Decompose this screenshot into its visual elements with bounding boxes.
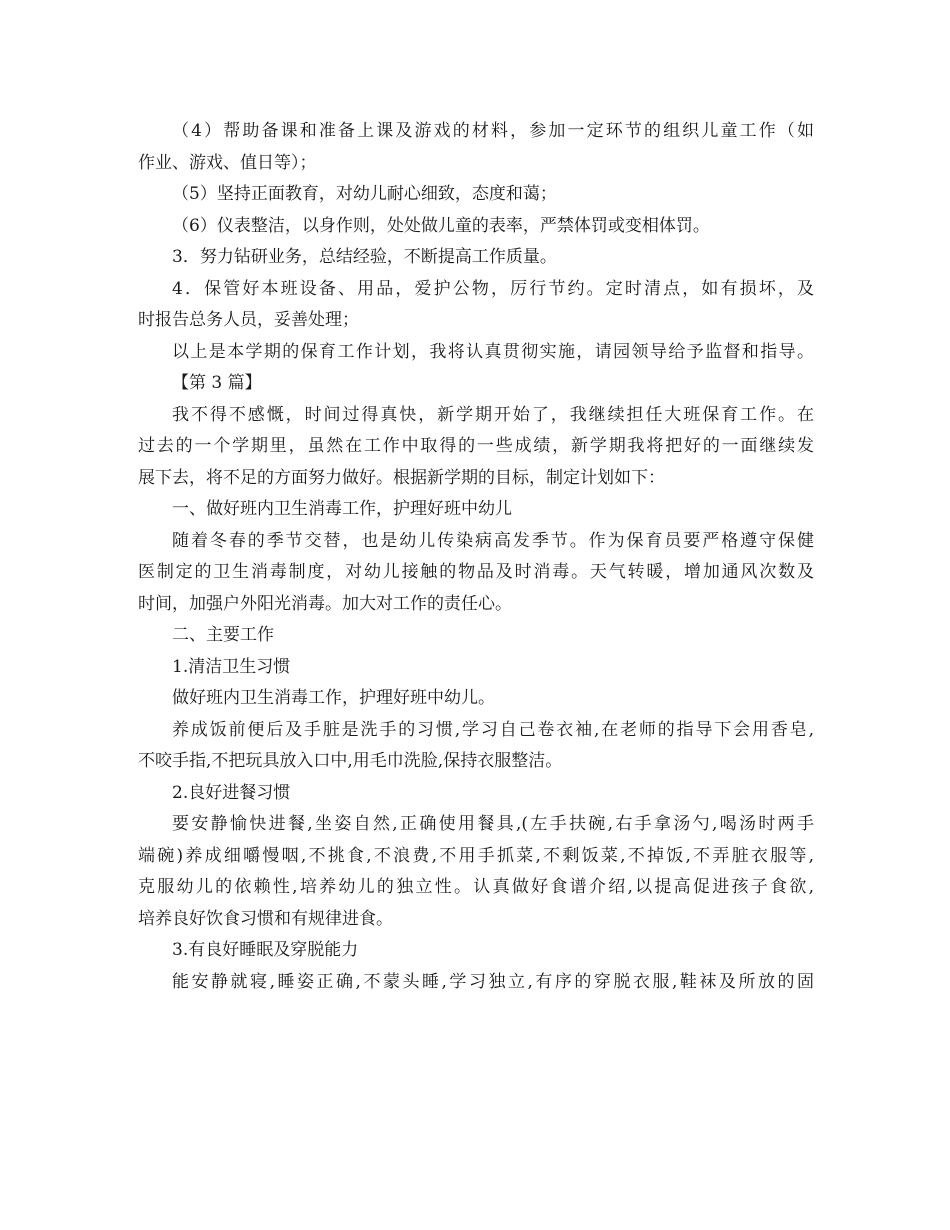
text-line: 时报告总务人员，妥善处理； [138, 310, 359, 330]
subsection-heading: 2.良好进餐习惯 [172, 782, 291, 803]
text-line: 随着冬春的季节交替，也是幼儿传染病高发季节。作为保育员要严格遵守保健 [172, 530, 814, 551]
section-heading: 【第 3 篇】 [172, 373, 262, 393]
section-heading: 一、做好班内卫生消毒工作，护理好班中幼儿 [172, 499, 512, 519]
text-line: 做好班内卫生消毒工作，护理好班中幼儿。 [172, 688, 495, 708]
text-line: （4）帮助备课和准备上课及游戏的材料，参加一定环节的组织儿童工作（如 [172, 121, 814, 141]
document-body [138, 116, 814, 998]
text-line: 时间，加强户外阳光消毒。加大对工作的责任心。 [138, 593, 512, 614]
text-line: 克服幼儿的依赖性,培养幼儿的独立性。认真做好食谱介绍,以提高促进孩子食欲, [138, 877, 814, 897]
text-line: （5）坚持正面教育，对幼儿耐心细致，态度和蔼； [172, 184, 557, 204]
subsection-heading: 1.清洁卫生习惯 [172, 656, 291, 677]
text-line: 展下去，将不足的方面努力做好。根据新学期的目标，制定计划如下： [138, 467, 665, 488]
text-line: 端碗)养成细嚼慢咽,不挑食,不浪费,不用手抓菜,不剩饭菜,不掉饭,不弄脏衣服等, [138, 845, 814, 866]
text-line: 不咬手指,不把玩具放入口中,用毛巾洗脸,保持衣服整洁。 [138, 751, 563, 771]
text-line: 我不得不感慨，时间过得真快，新学期开始了，我继续担任大班保育工作。在 [172, 404, 814, 425]
text-line: 培养良好饮食习惯和有规律进食。 [138, 908, 393, 929]
text-line: 养成饭前便后及手脏是洗手的习惯,学习自己卷衣袖,在老师的指导下会用香皂, [172, 719, 814, 740]
text-line: （6）仪表整洁，以身作则，处处做儿童的表率，严禁体罚或变相体罚。 [172, 215, 710, 236]
section-heading: 二、主要工作 [172, 625, 274, 645]
text-line: 以上是本学期的保育工作计划，我将认真贯彻实施，请园领导给予监督和指导。 [172, 341, 814, 362]
subsection-heading: 3.有良好睡眠及穿脱能力 [172, 940, 359, 960]
text-line: 医制定的卫生消毒制度，对幼儿接触的物品及时消毒。天气转暖，增加通风次数及 [138, 562, 814, 582]
text-line: 能安静就寝,睡姿正确,不蒙头睡,学习独立,有序的穿脱衣服,鞋袜及所放的固 [172, 971, 814, 992]
text-line: 要安静愉快进餐,坐姿自然,正确使用餐具,(左手扶碗,右手拿汤勺,喝汤时两手 [172, 814, 814, 834]
text-line: 过去的一个学期里，虽然在工作中取得的一些成绩，新学期我将把好的一面继续发 [138, 436, 814, 456]
list-item-heading: 3．努力钻研业务，总结经验，不断提高工作质量。 [172, 247, 557, 267]
list-item-heading: 4．保管好本班设备、用品，爱护公物，厉行节约。定时清点，如有损坏，及 [172, 278, 814, 299]
text-line: 作业、游戏、值日等）； [138, 152, 317, 173]
